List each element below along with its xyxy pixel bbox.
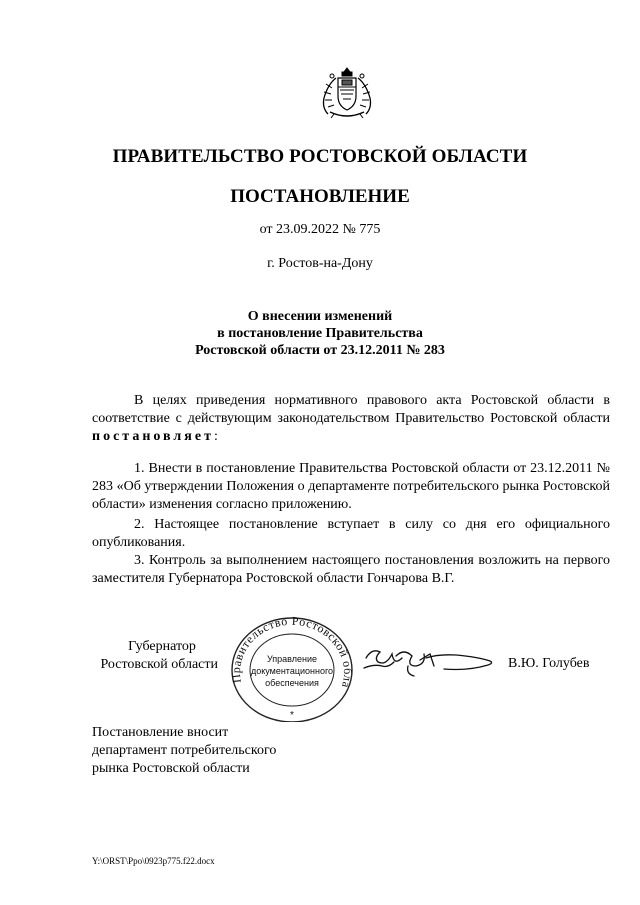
- government-title: ПРАВИТЕЛЬСТВО РОСТОВСКОЙ ОБЛАСТИ: [112, 146, 528, 167]
- signatory-name: В.Ю. Голубев: [508, 656, 590, 671]
- note-line-2: департамент потребительского: [92, 743, 277, 758]
- subject-line-1: О внесении изменений: [247, 309, 393, 324]
- rostov-coat-of-arms-icon: [316, 66, 378, 120]
- official-stamp: [228, 614, 356, 722]
- paragraph-item-3: 3. Контроль за выполнением настоящего постановления возложить на первого заместителя Губернатора Ростовской области Гончарова В.Г.: [92, 553, 610, 586]
- paragraph-item-1: 1. Внести в постановление Правительства Ростовской области от 23.12.2011 № 283 «Об утверждении Положения о департаменте потребительского рынка Ростовской области» изменения согласно приложению.: [92, 461, 610, 512]
- position-line-2: Ростовской области: [100, 657, 218, 672]
- file-path: Y:\ORST\Ppo\0923p775.f22.docx: [92, 856, 215, 866]
- intro-text: В целях приведения нормативного правового акта Ростовской области в соответствие с действующим законодательством Правительство Ростовской области: [92, 393, 610, 426]
- stamp-center-line-3: обеспечения: [265, 678, 319, 688]
- coat-of-arms-emblem: [316, 66, 378, 120]
- document-subject: [0, 308, 640, 359]
- subject-line-3: Ростовской области от 23.12.2011 № 283: [195, 343, 445, 358]
- intro-paragraph: [92, 392, 610, 446]
- document-city: г. Ростов-на-Дону: [267, 256, 373, 271]
- stamp-center-line-2: документационного: [250, 666, 334, 676]
- position-line-1: Губернатор: [128, 639, 196, 654]
- signatory-position: [92, 638, 218, 674]
- stamp-center-line-1: Управление: [266, 654, 318, 664]
- stamp-star: *: [290, 710, 294, 721]
- note-line-3: рынка Ростовской области: [92, 761, 250, 776]
- stamp-ring-text: Правительство Ростовской обла: [228, 614, 356, 690]
- stamp-seal-icon: [228, 614, 356, 722]
- intro-colon: :: [213, 429, 218, 444]
- document-date-number: от 23.09.2022 № 775: [259, 222, 381, 237]
- decree-word: постановляет: [92, 429, 214, 444]
- paragraph-item-2: 2. Настоящее постановление вступает в силу со дня его официального опубликования.: [92, 517, 610, 550]
- subject-line-2: в постановление Правительства: [217, 326, 423, 341]
- document-type: ПОСТАНОВЛЕНИЕ: [230, 186, 410, 207]
- note-line-1: Постановление вносит: [92, 725, 229, 740]
- signature-scribble-icon: [362, 636, 496, 682]
- handwritten-signature: [362, 636, 496, 682]
- submission-note: [92, 724, 276, 778]
